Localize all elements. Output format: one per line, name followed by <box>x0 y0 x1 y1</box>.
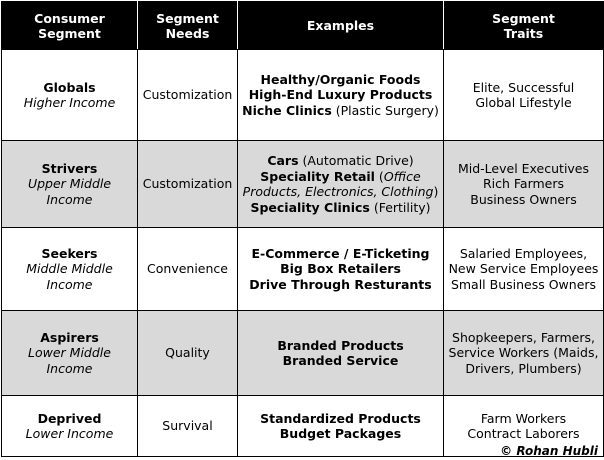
example-line <box>240 72 441 88</box>
table-row <box>2 311 604 396</box>
segment-cell <box>2 311 138 396</box>
segment-name: Deprived <box>37 410 102 426</box>
example-text: (Automatic Drive) <box>298 153 414 168</box>
examples-cell <box>238 141 444 228</box>
segment-cell <box>2 396 138 457</box>
segment-name: Strivers <box>41 160 98 176</box>
example-text: Speciality Retail <box>260 168 375 184</box>
example-text: Speciality Clinics <box>250 199 370 215</box>
example-line <box>240 277 441 293</box>
example-line <box>240 338 441 354</box>
example-text: Branded Service <box>282 353 399 368</box>
segment-need: Convenience <box>138 228 238 311</box>
segment-income: Higher Income <box>23 95 116 110</box>
trait-line: Drivers, Plumbers) <box>465 360 582 376</box>
example-text: Big Box Retailers <box>280 261 401 277</box>
example-line <box>240 184 441 200</box>
segment-cell <box>2 141 138 228</box>
header-examples: Examples <box>238 2 444 50</box>
trait-line: Rich Farmers <box>482 176 565 192</box>
segment-income: Upper Middle Income <box>27 176 112 207</box>
segment-cell <box>2 228 138 311</box>
example-line <box>240 353 441 369</box>
examples-cell <box>238 396 444 457</box>
example-text: Budget Packages <box>279 426 402 441</box>
example-line <box>240 103 441 119</box>
trait-line: Service Workers (Maids, <box>448 345 599 361</box>
example-line <box>240 261 441 277</box>
example-text: Niche Clinics <box>242 102 332 118</box>
traits-cell <box>444 311 604 396</box>
example-text: Branded Products <box>277 337 404 353</box>
trait-line: Business Owners <box>470 191 577 207</box>
example-text: Office <box>383 168 421 184</box>
example-text: Standardized Products <box>260 410 421 426</box>
trait-line: Elite, Successful <box>472 79 575 95</box>
table-row <box>2 50 604 141</box>
example-line <box>240 411 441 427</box>
trait-line: Small Business Owners <box>450 276 597 292</box>
copyright-notice: © Rohan Hubli <box>500 444 598 458</box>
traits-cell <box>444 50 604 141</box>
segment-name: Seekers <box>41 245 98 261</box>
segment-income: Lower Income <box>25 426 114 441</box>
traits-cell <box>444 228 604 311</box>
segment-income: Middle Middle Income <box>26 261 113 292</box>
example-line <box>240 169 441 185</box>
table-row <box>2 228 604 311</box>
example-text: High-End Luxury Products <box>248 87 433 103</box>
header-segment-needs: Segment Needs <box>138 2 238 50</box>
example-text: (Plastic Surgery) <box>331 102 439 118</box>
trait-line: Farm Workers <box>480 410 567 426</box>
segment-need: Customization <box>138 50 238 141</box>
example-text: ( <box>374 168 384 184</box>
example-text: Cars <box>267 153 299 168</box>
example-text: Healthy/Organic Foods <box>260 71 421 87</box>
segment-need: Customization <box>138 141 238 228</box>
example-text: (Fertility) <box>369 199 431 215</box>
segment-cell <box>2 50 138 141</box>
header-row <box>2 2 604 50</box>
example-line <box>240 426 441 442</box>
segmentation-table <box>1 1 604 457</box>
trait-line: Global Lifestyle <box>475 95 572 110</box>
trait-line: New Service Employees <box>448 261 599 277</box>
example-text: Drive Through Resturants <box>249 276 432 292</box>
example-text: Products, Electronics, Clothing <box>242 184 434 199</box>
example-text: ) <box>433 184 439 199</box>
example-line <box>240 200 441 216</box>
example-line <box>240 153 441 169</box>
example-text: E-Commerce / E-Ticketing <box>251 245 430 261</box>
header-consumer-segment: Consumer Segment <box>2 2 138 50</box>
trait-line: Mid-Level Executives <box>457 160 590 176</box>
segment-need: Quality <box>138 311 238 396</box>
segment-name: Globals <box>43 79 96 95</box>
examples-cell <box>238 50 444 141</box>
example-line <box>240 87 441 103</box>
examples-cell <box>238 311 444 396</box>
trait-line: Contract Laborers <box>467 426 580 441</box>
segment-name: Aspirers <box>40 329 99 345</box>
examples-cell <box>238 228 444 311</box>
example-line <box>240 246 441 262</box>
trait-line: Shopkeepers, Farmers, <box>452 329 595 345</box>
traits-cell <box>444 141 604 228</box>
segment-income: Lower Middle Income <box>28 345 111 376</box>
table-row <box>2 141 604 228</box>
trait-line: Salaried Employees, <box>459 245 588 261</box>
header-segment-traits: Segment Traits <box>444 2 604 50</box>
segment-need: Survival <box>138 396 238 457</box>
